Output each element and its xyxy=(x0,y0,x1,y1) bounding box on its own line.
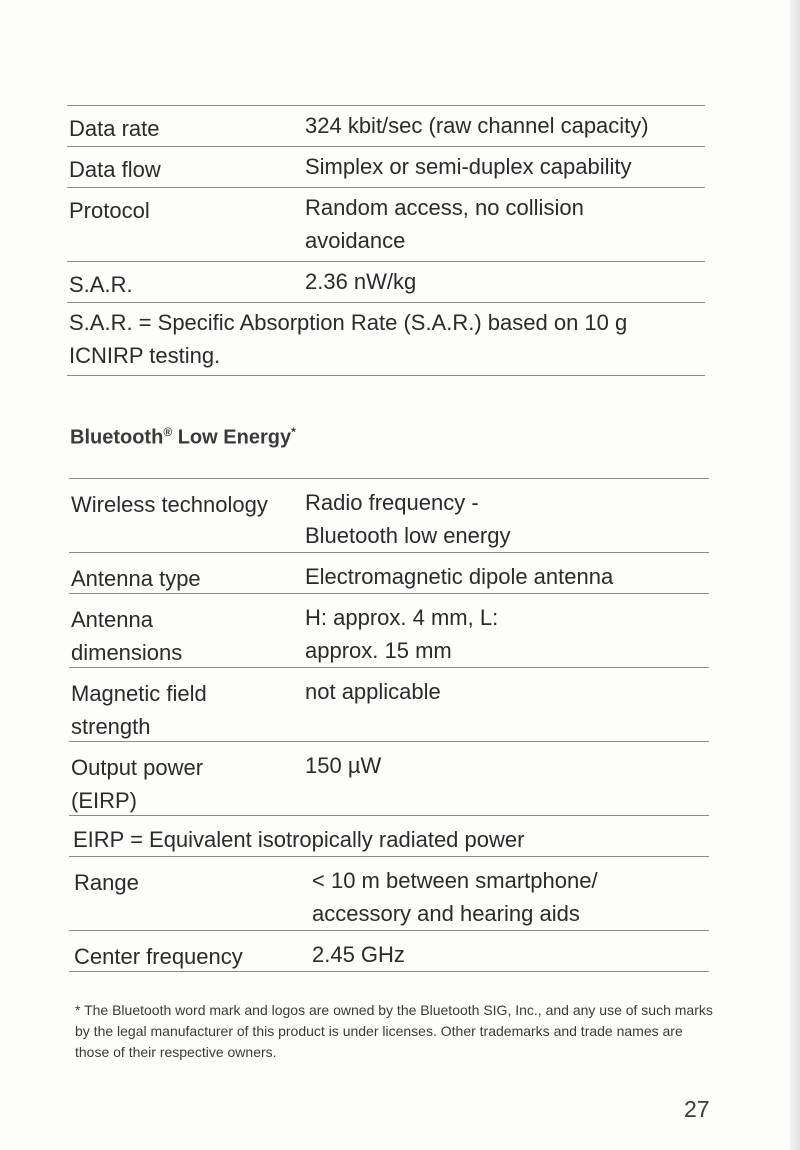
table-row xyxy=(69,594,709,667)
table-row xyxy=(69,668,709,741)
page-edge-shadow xyxy=(790,0,800,1150)
heading-text: Bluetooth xyxy=(70,426,164,449)
section-heading xyxy=(70,425,296,450)
table-row xyxy=(69,553,709,593)
row-label: S.A.R. xyxy=(69,272,133,297)
table-row xyxy=(69,742,709,815)
table-note: EIRP = Equivalent isotropically radiated power xyxy=(73,827,525,852)
row-value: 2.36 nW/kg xyxy=(305,269,417,294)
row-label: Antenna dimensions xyxy=(71,607,183,665)
table-row xyxy=(69,931,709,971)
row-value: 324 kbit/sec (raw channel capacity) xyxy=(305,113,649,138)
row-value: < 10 m between smartphone/ accessory and hearing aids xyxy=(312,868,598,926)
row-label: Data rate xyxy=(69,116,160,141)
row-label: Output power (EIRP) xyxy=(71,755,204,813)
row-label: Data flow xyxy=(69,157,161,182)
row-value: Radio frequency - Bluetooth low energy xyxy=(305,490,511,548)
table-rule xyxy=(67,375,705,376)
registered-mark: ® xyxy=(163,425,173,439)
row-label: Protocol xyxy=(69,198,150,223)
row-label: Antenna type xyxy=(71,566,201,591)
row-value: 2.45 GHz xyxy=(312,942,405,967)
table-row xyxy=(69,857,709,930)
table-row xyxy=(67,188,705,261)
row-label: Wireless technology xyxy=(71,492,268,517)
table-note-row xyxy=(69,816,709,856)
row-value: not applicable xyxy=(305,679,441,704)
row-value: 150 µW xyxy=(305,753,382,778)
row-value: Random access, no collision avoidance xyxy=(305,195,584,253)
footnote-marker: * xyxy=(291,425,296,439)
row-value: Simplex or semi-duplex capability xyxy=(305,154,632,179)
spec-table-ble xyxy=(69,478,709,972)
row-value: Electromagnetic dipole antenna xyxy=(305,564,614,589)
row-label: Range xyxy=(74,870,139,895)
table-row xyxy=(67,147,705,187)
row-label: Center frequency xyxy=(74,944,243,969)
table-row xyxy=(67,262,705,302)
heading-suffix: Low Energy xyxy=(172,426,292,449)
spec-table-general xyxy=(67,105,705,376)
table-row xyxy=(69,479,709,552)
table-row xyxy=(67,106,705,146)
table-note: S.A.R. = Specific Absorption Rate (S.A.R.) based on 10 g ICNIRP testing. xyxy=(69,310,628,368)
footnote: * The Bluetooth word mark and logos are owned by the Bluetooth SIG, Inc., and any use of such marks by the legal manufacturer of this product is under licenses. Other trademarks and trade names are those of their respective owners. xyxy=(75,1002,713,1060)
row-value: H: approx. 4 mm, L: approx. 15 mm xyxy=(305,605,499,663)
page-number: 27 xyxy=(684,1096,710,1122)
row-label: Magnetic field strength xyxy=(71,681,207,739)
